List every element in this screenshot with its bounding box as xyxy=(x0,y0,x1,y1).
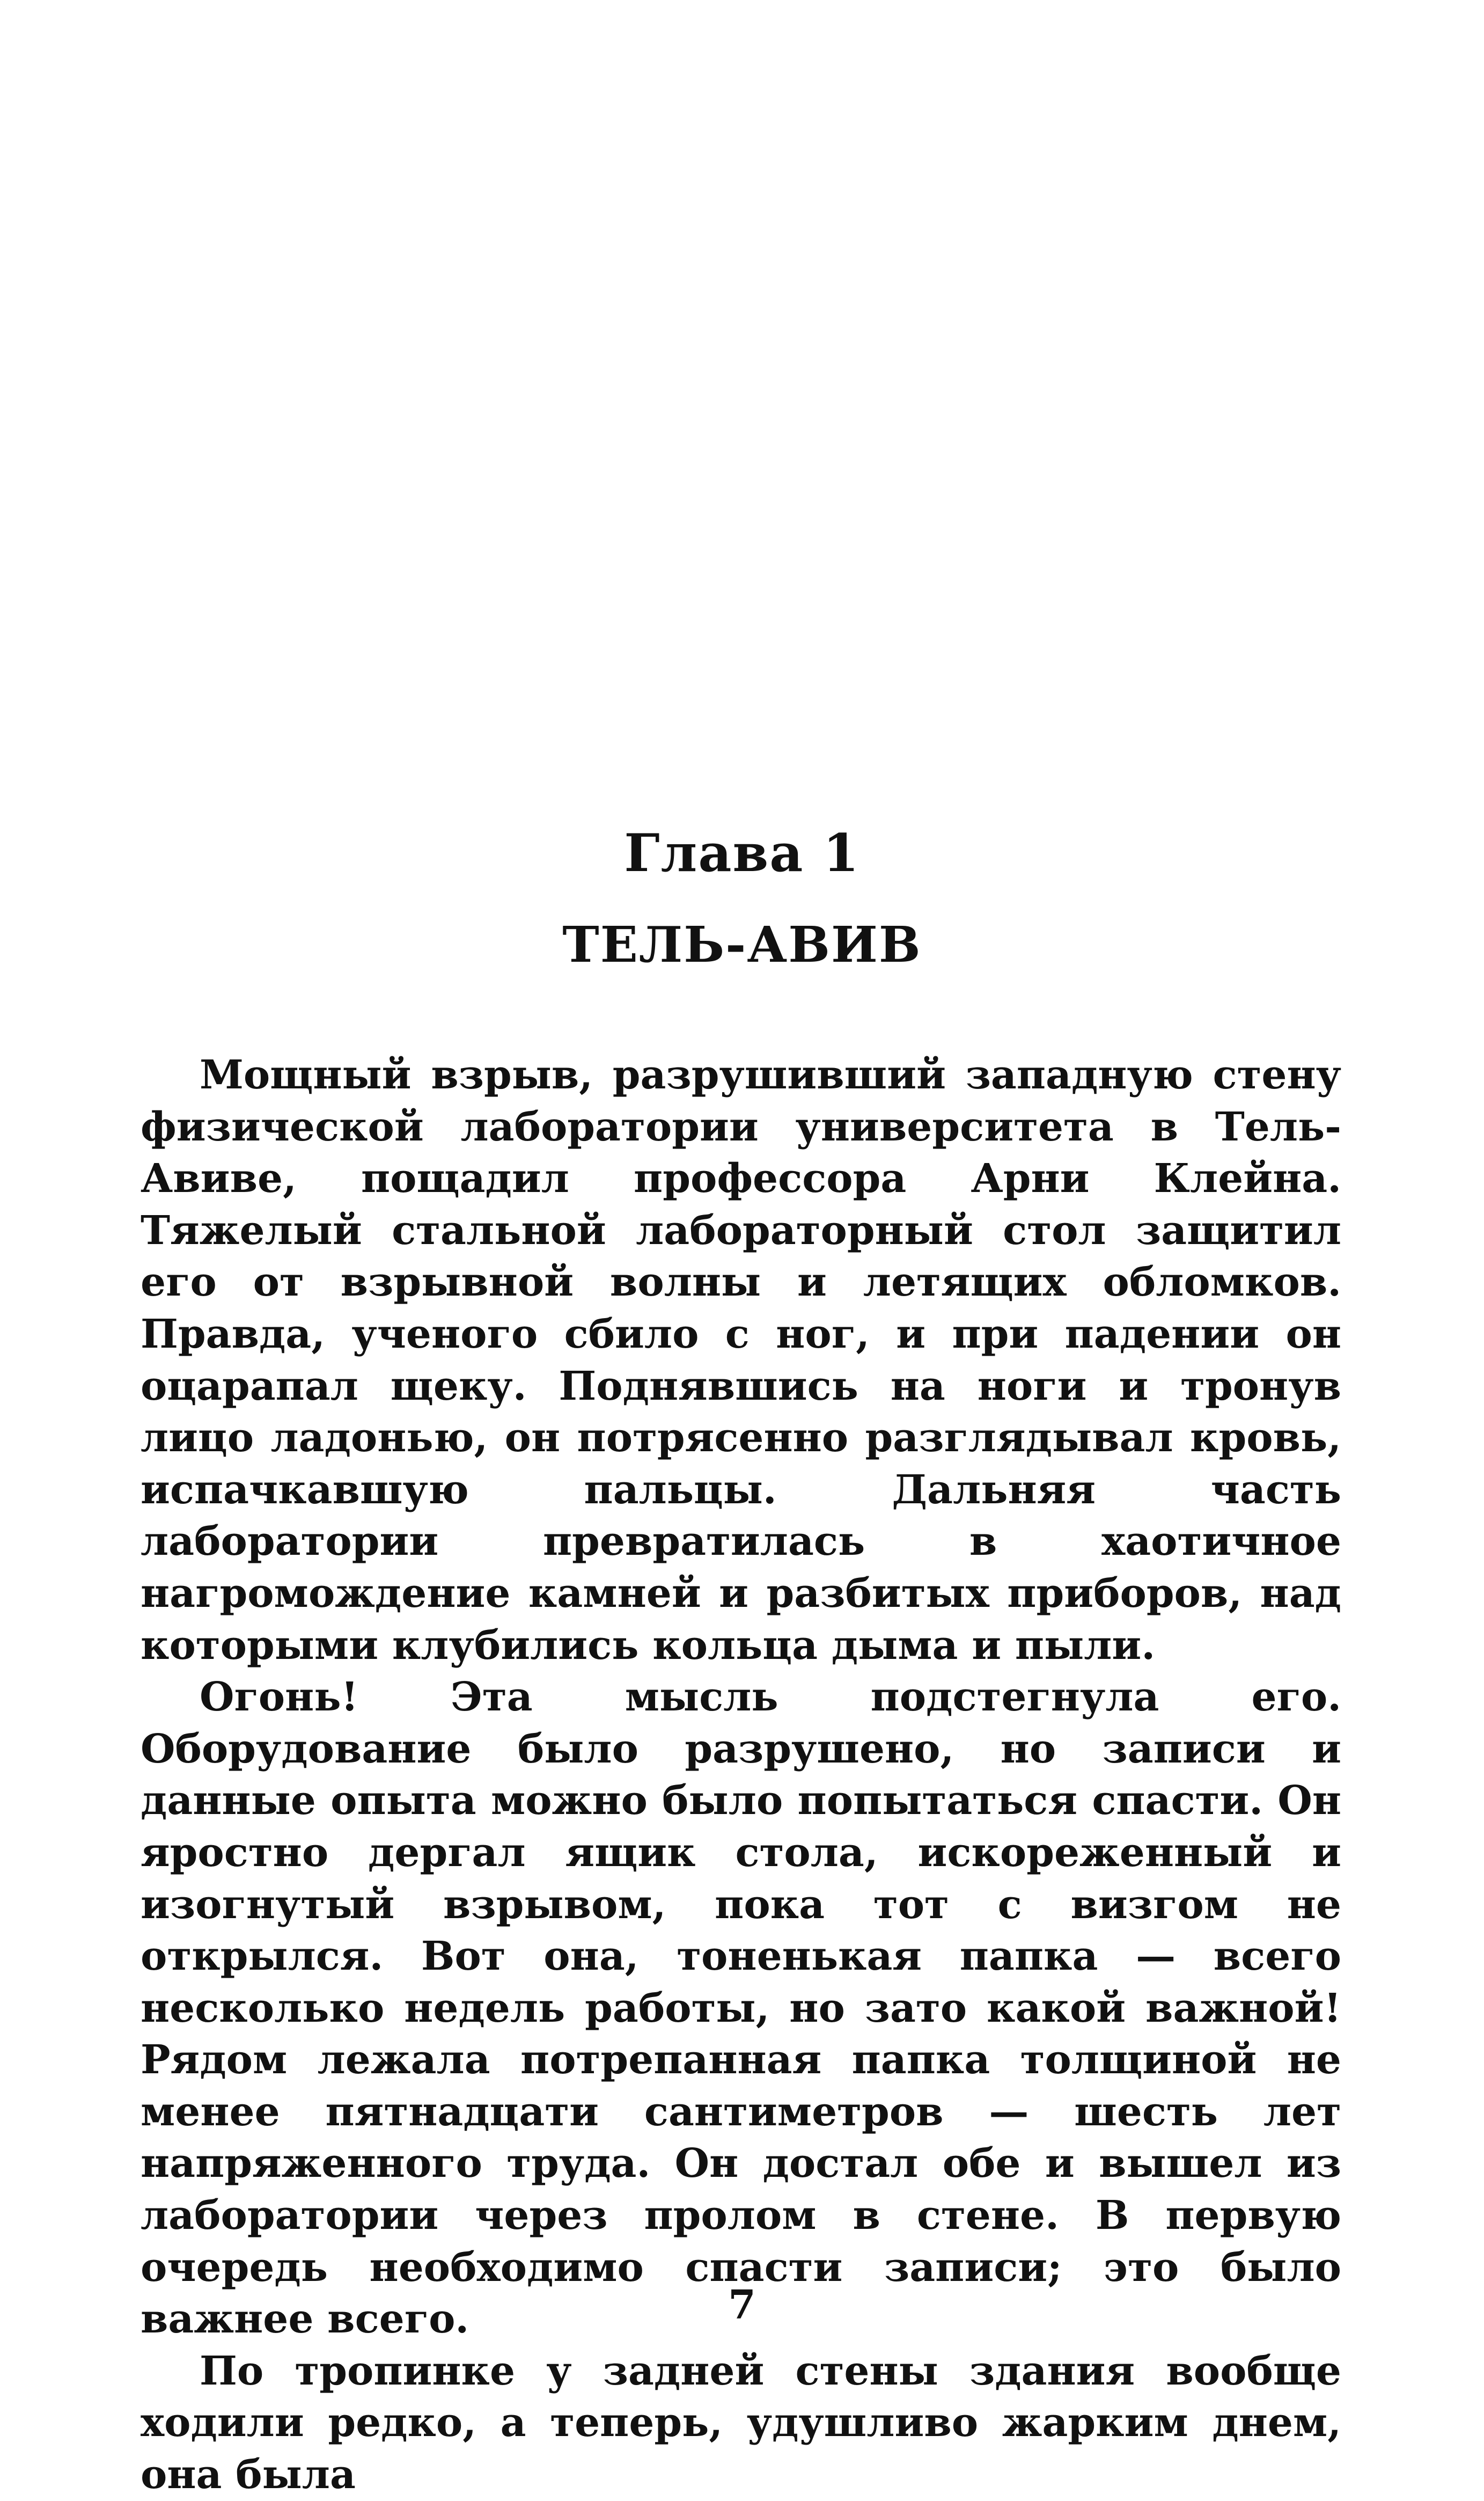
chapter-number: Глава 1 xyxy=(624,823,860,883)
chapter-title: ТЕЛЬ-АВИВ xyxy=(562,916,922,974)
paragraph: Огонь! Эта мысль подстегнула его. Оборудование было разрушено, но записи и данные опыта можно было попытаться спасти. Он яростно дергал ящик стола, искореженный и изогнутый взрывом, пока тот с визгом не открылся. Вот она, тоненькая папка — всего несколько недель работы, но зато какой важной! Рядом лежала потрепанная папка толщиной не менее пятнадцати сантиметров — шесть лет напряженного труда. Он достал обе и вышел из лаборатории через пролом в стене. В первую очередь необходимо спасти записи; это было важнее всего. xyxy=(141,1674,1341,2343)
paragraph: Мощный взрыв, разрушивший западную стену физической лаборатории университета в Тель-Авиве, пощадил профессора Арни Клейна. Тяжелый стальной лабораторный стол защитил его от взрывной волны и летящих обломков. Правда, ученого сбило с ног, и при падении он оцарапал щеку. Поднявшись на ноги и тронув лицо ладонью, он потрясенно разглядывал кровь, испачкавшую пальцы. Дальняя часть лаборатории превратилась в хаотичное нагромождение камней и разбитых приборов, над которыми клубились кольца дыма и пыли. xyxy=(141,1052,1341,1669)
page-number: 7 xyxy=(728,2282,756,2328)
paragraph: По тропинке у задней стены здания вообще ходили редко, а теперь, удушливо жарким днем, она была xyxy=(141,2348,1341,2498)
